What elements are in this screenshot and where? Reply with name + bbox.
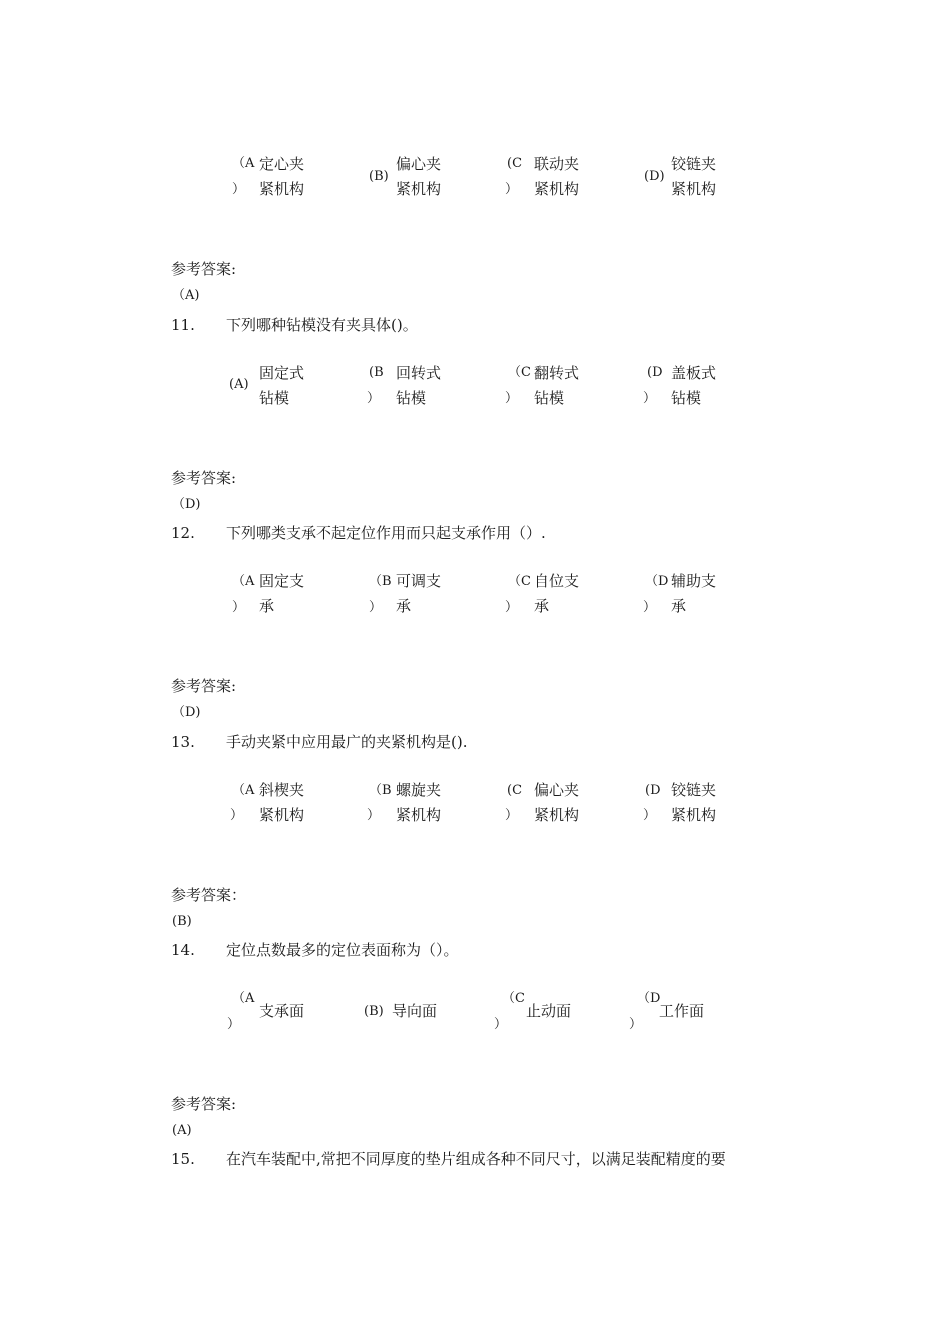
q10-option-d-line2: 紧机构 — [671, 180, 717, 198]
q12-option-d-paren: ） — [643, 600, 657, 615]
q11-option-c-letter: （C — [508, 365, 531, 380]
q11-option-a-line1: 固定式 — [259, 364, 305, 382]
q10-option-c-paren: ） — [505, 182, 519, 197]
q10-option-d-line1: 铰链夹 — [671, 155, 717, 173]
q13-option-d-line1: 铰链夹 — [671, 781, 717, 799]
q12-option-b-line1: 可调支 — [396, 572, 442, 590]
q11-option-a-letter: (A) — [229, 377, 249, 392]
q14-number: 14. — [171, 941, 195, 959]
q10-option-a-paren: ） — [232, 182, 246, 197]
q14-option-a-text: 支承面 — [259, 1002, 305, 1020]
q12-option-c-paren: ） — [505, 600, 519, 615]
q14-answer-label: 参考答案: — [171, 1095, 237, 1113]
q13-option-a-letter: （A — [232, 783, 255, 798]
q13-answer-label: 参考答案： — [171, 886, 247, 904]
q12-option-c-line1: 自位支 — [534, 572, 580, 590]
q13-option-a-line2: 紧机构 — [259, 806, 305, 824]
q12-option-c-letter: （C — [508, 574, 531, 589]
q12-option-a-paren: ） — [232, 600, 246, 615]
q11-answer: （D) — [172, 497, 201, 512]
q11-option-b-line2: 钻模 — [396, 389, 427, 407]
q12-option-b-letter: （B — [369, 574, 392, 589]
q12-text: 下列哪类支承不起定位作用而只起支承作用（）. — [226, 524, 546, 542]
q10-answer: （A) — [172, 288, 200, 303]
q13-option-b-letter: （B — [369, 783, 392, 798]
q14-option-a-paren: ） — [227, 1017, 241, 1032]
q11-option-c-line2: 钻模 — [534, 389, 565, 407]
q11-option-a-line2: 钻模 — [259, 389, 290, 407]
q14-answer: (A) — [172, 1123, 192, 1138]
q11-option-d-letter: (D — [647, 365, 663, 380]
q14-option-c-letter: （C — [502, 991, 525, 1006]
q13-option-d-paren: ） — [643, 808, 657, 823]
q14-option-d-letter: （D — [637, 991, 661, 1006]
q10-option-a-line2: 紧机构 — [259, 180, 305, 198]
q12-option-b-line2: 承 — [396, 597, 412, 615]
q10-option-b-line2: 紧机构 — [396, 180, 442, 198]
q15-number: 15. — [171, 1150, 195, 1168]
q12-option-d-letter: （D — [645, 574, 669, 589]
q12-option-a-line1: 固定支 — [259, 572, 305, 590]
q13-option-c-line1: 偏心夹 — [534, 781, 580, 799]
q13-option-c-paren: ） — [505, 808, 519, 823]
q10-option-c-line2: 紧机构 — [534, 180, 580, 198]
q13-answer: (B) — [172, 914, 192, 929]
q10-option-b-letter: (B) — [369, 169, 389, 184]
q11-option-d-line1: 盖板式 — [671, 364, 717, 382]
q10-answer-label: 参考答案: — [171, 260, 237, 278]
q13-option-a-paren: ） — [230, 808, 244, 823]
q12-answer: （D) — [172, 705, 201, 720]
q13-option-b-line1: 螺旋夹 — [396, 781, 442, 799]
q13-option-b-line2: 紧机构 — [396, 806, 442, 824]
q10-option-b-line1: 偏心夹 — [396, 155, 442, 173]
q12-option-a-letter: （A — [232, 574, 255, 589]
q13-option-d-letter: (D — [645, 783, 661, 798]
q12-option-a-line2: 承 — [259, 597, 275, 615]
q13-text: 手动夹紧中应用最广的夹紧机构是(). — [226, 733, 468, 751]
q11-option-d-paren: ） — [643, 391, 657, 406]
q12-number: 12. — [171, 524, 195, 542]
q14-option-b-text: 导向面 — [392, 1002, 438, 1020]
q10-option-d-letter: (D) — [644, 169, 665, 184]
q11-option-b-letter: (B — [369, 365, 384, 380]
q14-option-b-letter: (B) — [364, 1004, 384, 1019]
q13-option-b-paren: ） — [367, 808, 381, 823]
q14-option-d-text: 工作面 — [659, 1002, 705, 1020]
q11-option-d-line2: 钻模 — [671, 389, 702, 407]
q10-option-c-line1: 联动夹 — [534, 155, 580, 173]
q13-option-c-letter: (C — [507, 783, 523, 798]
q10-option-a-line1: 定心夹 — [259, 155, 305, 173]
q12-answer-label: 参考答案: — [171, 677, 237, 695]
q11-text: 下列哪种钻模没有夹具体()。 — [226, 316, 418, 334]
q11-option-c-paren: ） — [505, 391, 519, 406]
q12-option-c-line2: 承 — [534, 597, 550, 615]
q12-option-d-line1: 辅助支 — [671, 572, 717, 590]
q12-option-b-paren: ） — [369, 600, 383, 615]
q13-option-d-line2: 紧机构 — [671, 806, 717, 824]
q14-option-a-letter: （A — [232, 991, 255, 1006]
q13-option-a-line1: 斜楔夹 — [259, 781, 305, 799]
q11-option-c-line1: 翻转式 — [534, 364, 580, 382]
q14-text: 定位点数最多的定位表面称为（）。 — [226, 941, 459, 959]
q15-text: 在汽车装配中,常把不同厚度的垫片组成各种不同尺寸，以满足装配精度的要 — [226, 1150, 726, 1168]
q10-option-c-letter: (C — [507, 156, 523, 171]
q10-option-a-letter: （A — [232, 156, 255, 171]
q14-option-d-paren: ） — [629, 1017, 643, 1032]
q11-option-b-paren: ） — [367, 391, 381, 406]
q13-number: 13. — [171, 733, 195, 751]
q11-option-b-line1: 回转式 — [396, 364, 442, 382]
q14-option-c-text: 止动面 — [526, 1002, 572, 1020]
q11-number: 11. — [171, 316, 195, 334]
q11-answer-label: 参考答案: — [171, 469, 237, 487]
q12-option-d-line2: 承 — [671, 597, 687, 615]
q14-option-c-paren: ） — [494, 1017, 508, 1032]
q13-option-c-line2: 紧机构 — [534, 806, 580, 824]
